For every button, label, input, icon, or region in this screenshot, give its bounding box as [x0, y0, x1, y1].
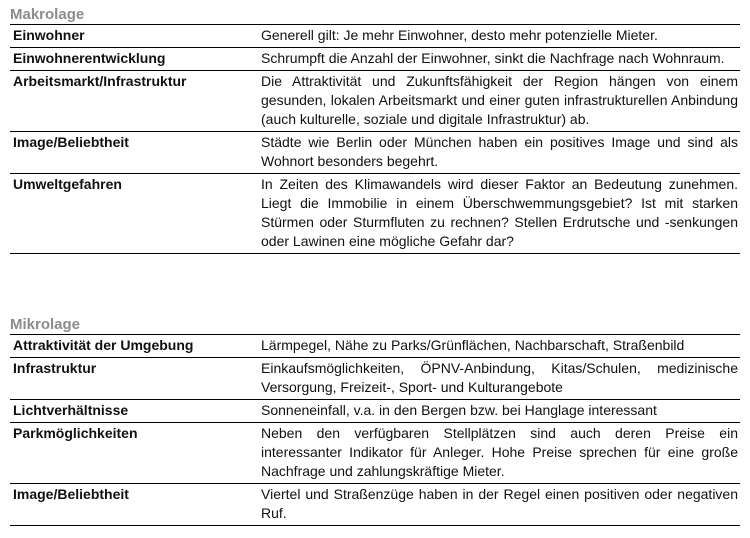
row-text: Einkaufsmöglichkeiten, ÖPNV-Anbindung, Kitas/Schulen, medizinische Versorgung, Freizeit-, Sport- und Kulturangebote [258, 358, 740, 400]
row-label: Image/Beliebtheit [10, 132, 258, 174]
row-text: Die Attraktivität und Zukunftsfähigkeit der Region hängen von einem gesunden, lokalen Arbeitsmarkt und einer guten infrastrukturellen Anbindung (auch kulturelle, soziale und digitale Infrastruktur) ab. [258, 71, 740, 132]
makrolage-section [10, 6, 740, 254]
table-row [10, 71, 740, 132]
row-label: Arbeitsmarkt/Infrastruktur [10, 71, 258, 132]
row-text: Neben den verfügbaren Stellplätzen sind auch deren Preise ein interessanter Indikator für Anleger. Hohe Preise sprechen für eine große Nachfrage und zahlungskräftige Mieter. [258, 423, 740, 484]
row-label: Umweltgefahren [10, 174, 258, 254]
table-row [10, 484, 740, 526]
table-row [10, 335, 740, 358]
row-label: Parkmöglichkeiten [10, 423, 258, 484]
mikrolage-table [10, 334, 740, 526]
table-row [10, 48, 740, 71]
row-text: Generell gilt: Je mehr Einwohner, desto mehr potenzielle Mieter. [258, 25, 740, 48]
row-text: Lärmpegel, Nähe zu Parks/Grünflächen, Nachbarschaft, Straßenbild [258, 335, 740, 358]
row-text: Städte wie Berlin oder München haben ein positives Image und sind als Wohnort besonders begehrt. [258, 132, 740, 174]
makrolage-table [10, 24, 740, 254]
row-text: In Zeiten des Klimawandels wird dieser Faktor an Bedeutung zunehmen. Liegt die Immobilie in einem Überschwemmungsgebiet? Ist mit starken Stürmen oder Sturmfluten zu rechnen? Stellen Erdrutsche und -senkungen oder Lawinen eine mögliche Gefahr dar? [258, 174, 740, 254]
table-row [10, 400, 740, 423]
mikrolage-section [10, 316, 740, 526]
table-row [10, 358, 740, 400]
row-label: Image/Beliebtheit [10, 484, 258, 526]
row-text: Viertel und Straßenzüge haben in der Regel einen positiven oder negativen Ruf. [258, 484, 740, 526]
row-label: Infrastruktur [10, 358, 258, 400]
row-label: Attraktivität der Umgebung [10, 335, 258, 358]
row-label: Lichtverhältnisse [10, 400, 258, 423]
row-text: Schrumpft die Anzahl der Einwohner, sinkt die Nachfrage nach Wohnraum. [258, 48, 740, 71]
table-row [10, 174, 740, 254]
row-label: Einwohner [10, 25, 258, 48]
mikrolage-title: Mikrolage [10, 316, 81, 333]
table-row [10, 25, 740, 48]
row-label: Einwohnerentwicklung [10, 48, 258, 71]
table-row [10, 132, 740, 174]
table-row [10, 423, 740, 484]
row-text: Sonneneinfall, v.a. in den Bergen bzw. bei Hanglage interessant [258, 400, 740, 423]
makrolage-title: Makrolage [10, 6, 85, 23]
